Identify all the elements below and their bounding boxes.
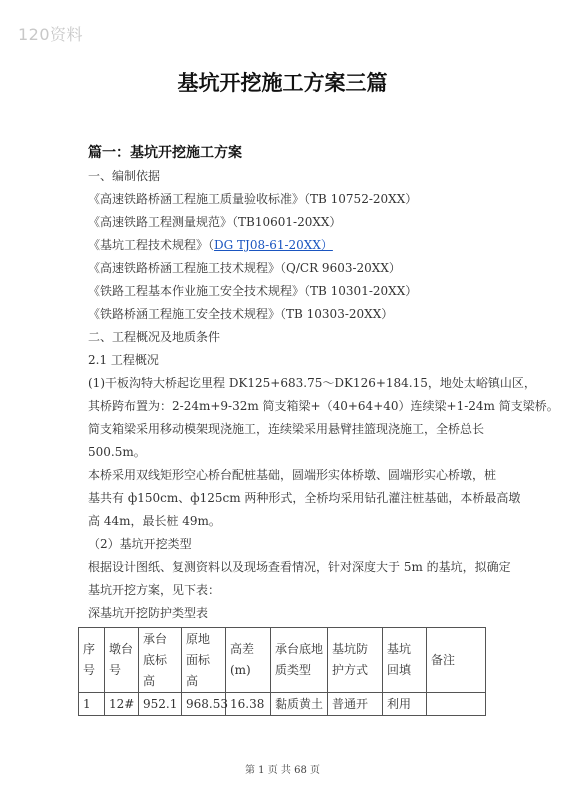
paragraph-line: 简支箱梁采用移动模架现浇施工，连续梁采用悬臂挂篮现浇施工，全桥总长 bbox=[88, 422, 485, 436]
document-title: 基坑开挖施工方案三篇 bbox=[177, 71, 388, 95]
reference-item bbox=[88, 261, 401, 275]
table-cell: 952.1 bbox=[139, 693, 182, 716]
reference-name: 《高速铁路工程测量规范》 bbox=[88, 215, 233, 229]
table-header-row bbox=[79, 628, 486, 693]
table-caption: 深基坑开挖防护类型表 bbox=[88, 606, 209, 620]
page-footer: 第 1 页 共 68 页 bbox=[245, 765, 320, 776]
paragraph-line: 高 44m，最长桩 49m。 bbox=[88, 514, 221, 528]
reference-name: 《高速铁路桥涵工程施工技术规程》 bbox=[88, 261, 281, 275]
reference-item bbox=[88, 307, 393, 321]
paragraph-line: (1)干板沟特大桥起讫里程 DK125+683.75～DK126+184.15，地处太峪镇山区， bbox=[88, 376, 536, 390]
column-header: 原地面标高 bbox=[182, 628, 226, 693]
table-cell: 16.38 bbox=[226, 693, 271, 716]
paragraph-line: 根据设计图纸、复测资料以及现场查看情况，针对深度大于 5m 的基坑，拟确定 bbox=[88, 560, 511, 574]
reference-code: （ bbox=[208, 238, 215, 252]
reference-item bbox=[88, 215, 341, 229]
subsection-heading: （2）基坑开挖类型 bbox=[88, 537, 192, 551]
column-header: 承台底地质类型 bbox=[271, 628, 328, 693]
reference-item bbox=[88, 192, 417, 206]
reference-item bbox=[88, 284, 417, 298]
table-cell: 1 bbox=[79, 693, 105, 716]
table-cell: 968.53 bbox=[182, 693, 226, 716]
watermark-logo: 120资料 bbox=[18, 25, 84, 44]
column-header: 承台底标高 bbox=[139, 628, 182, 693]
paragraph-line: 500.5m。 bbox=[88, 445, 146, 459]
reference-code: （TB 10303-20XX） bbox=[280, 307, 394, 321]
reference-name: 《基坑工程技术规程》 bbox=[88, 238, 209, 252]
paragraph-line: 基坑开挖方案，见下表： bbox=[88, 583, 221, 597]
paragraph-line: 基共有 ф150cm、ф125cm 两种形式，全桥均采用钻孔灌注桩基础，本桥最高墩 bbox=[88, 491, 521, 505]
column-header: 基坑防护方式 bbox=[328, 628, 383, 693]
paragraph-line: 其桥跨布置为：2-24m+9-32m 简支箱梁+（40+64+40）连续梁+1-24m 简支梁桥。 bbox=[88, 399, 559, 413]
column-header: 备注 bbox=[427, 628, 486, 693]
reference-item bbox=[88, 238, 333, 252]
overview-heading: 二、工程概况及地质条件 bbox=[88, 330, 221, 344]
column-header: 序号 bbox=[79, 628, 105, 693]
column-header: 基坑回填 bbox=[383, 628, 427, 693]
column-header: 墩台号 bbox=[105, 628, 139, 693]
reference-code: （Q/CR 9603-20XX） bbox=[280, 261, 401, 275]
subsection-heading: 2.1 工程概况 bbox=[88, 353, 159, 367]
table-row bbox=[79, 693, 486, 716]
reference-name: 《铁路桥涵工程施工安全技术规程》 bbox=[88, 307, 281, 321]
paragraph-line: 本桥采用双线矩形空心桥台配桩基础，圆端形实体桥墩、圆端形实心桥墩，桩 bbox=[88, 468, 497, 482]
table-cell bbox=[427, 693, 486, 716]
table-cell: 黏质黄土 bbox=[271, 693, 328, 716]
column-header: 高差(m) bbox=[226, 628, 271, 693]
reference-code: （TB10601-20XX） bbox=[232, 215, 342, 229]
table-cell: 利用 bbox=[383, 693, 427, 716]
reference-name: 《铁路工程基本作业施工安全技术规程》 bbox=[88, 284, 305, 298]
reference-name: 《高速铁路桥涵工程施工质量验收标准》 bbox=[88, 192, 305, 206]
reference-code: （TB 10752-20XX） bbox=[304, 192, 418, 206]
table-cell: 12# bbox=[105, 693, 139, 716]
excavation-type-table bbox=[78, 627, 486, 716]
table-cell: 普通开 bbox=[328, 693, 383, 716]
reference-link[interactable]: DG TJ08-61-20XX） bbox=[214, 238, 333, 252]
basis-heading: 一、编制依据 bbox=[88, 169, 161, 183]
section-title: 篇一：基坑开挖施工方案 bbox=[88, 145, 242, 161]
reference-code: （TB 10301-20XX） bbox=[304, 284, 418, 298]
